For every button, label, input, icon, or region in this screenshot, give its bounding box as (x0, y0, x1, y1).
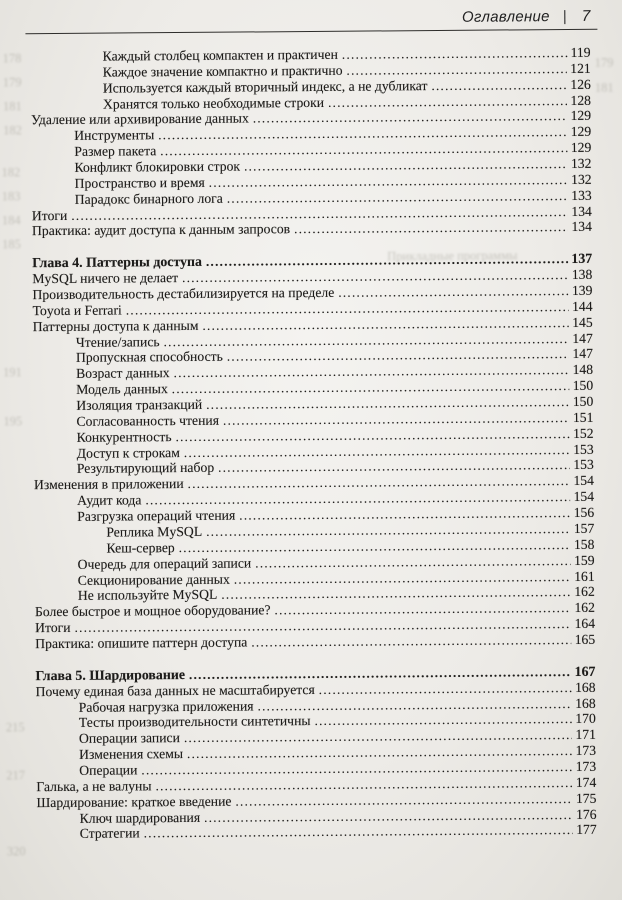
toc-entry-page: 132 (570, 155, 592, 171)
show-through-text: 182 (3, 123, 22, 138)
toc-leader-dots (328, 93, 567, 111)
toc-entry-label: Доступ к строкам (76, 444, 180, 461)
show-through-text: 178 (2, 51, 22, 66)
toc-entry-label: Пропускная способность (75, 349, 223, 366)
toc-entry-label: Чтение/запись (75, 333, 160, 350)
running-head (462, 8, 590, 27)
toc-leader-dots (251, 632, 571, 650)
toc-leader-dots (338, 283, 569, 301)
toc-entry-label: Галька, а не валуны (36, 778, 152, 794)
running-head-page-number: 7 (581, 7, 591, 25)
toc-entry-label: Операции записи (78, 730, 180, 747)
toc-entry-label: Конфликт блокировки строк (74, 158, 241, 175)
toc-entry-page: 177 (576, 822, 597, 838)
header-rule (25, 29, 597, 34)
toc-entry-label: Согласованность чтения (76, 412, 220, 429)
toc-entry-label: Итоги (31, 207, 68, 223)
toc-entry-page: 152 (572, 425, 594, 441)
toc-entry-label: Каждое значение компактно и практично (102, 62, 343, 80)
toc-leader-dots (144, 822, 574, 841)
show-through-text: 181 (2, 99, 22, 114)
toc-entry-label: Аудит кода (77, 492, 142, 509)
toc-entry-label: Изменения в приложении (33, 476, 184, 493)
show-through-text: 184 (1, 213, 21, 228)
toc-entry-label: Каждый столбец компактен и практичен (102, 46, 338, 64)
toc-entry-label: Глава 5. Шардирование (35, 667, 186, 684)
show-through-text: 179 (594, 55, 614, 70)
toc-entry-label: Инструменты (74, 127, 155, 144)
toc-entry-page: 134 (571, 219, 593, 235)
toc-entry-label: Более быстрое и мощное оборудование? (34, 602, 271, 620)
toc-entry-page: 138 (571, 266, 593, 283)
toc-entry-page: 164 (574, 615, 596, 632)
toc-entry-page: 161 (574, 568, 595, 584)
toc-entry-page: 129 (570, 139, 592, 156)
toc-entry-label: Возраст данных (76, 365, 170, 382)
toc-leader-dots (342, 45, 568, 63)
toc-entry-label: Изоляция транзакций (76, 396, 203, 413)
show-through-text: 217 (6, 768, 26, 783)
toc-entry-page: 139 (571, 282, 593, 298)
toc-entry-page: 145 (572, 314, 593, 330)
toc-entry-page: 147 (572, 346, 594, 362)
toc-entry-page: 173 (575, 742, 597, 759)
toc-entry-label: Практика: аудит доступа к данным запросов (31, 221, 291, 239)
toc-entry-label: Ключ шардирования (79, 809, 201, 826)
toc-entry-label: Тесты производительности синтетичны (78, 713, 311, 731)
toc-entry-label: Производительность дестабилизируется на пределе (32, 284, 335, 303)
toc-entry-label: Почему единая база данных не масштабируется (35, 681, 315, 699)
show-through-text: 185 (2, 237, 21, 252)
toc-entry-page: 128 (570, 92, 592, 108)
toc-entry-page: 176 (575, 806, 597, 822)
toc-entry-page: 150 (572, 393, 594, 409)
show-through-text: 215 (5, 720, 25, 735)
toc-leader-dots (431, 77, 567, 94)
show-through-text: 191 (3, 365, 22, 380)
toc-entry-page: 144 (571, 298, 593, 314)
toc-entry-page: 165 (574, 631, 596, 647)
toc-entry-page: 157 (573, 520, 595, 536)
toc-entry-label: Очередь для операций записи (77, 555, 252, 572)
show-through-text: 179 (2, 75, 22, 90)
toc-entry-page: 162 (574, 599, 596, 616)
toc-entry-label: Не используйте MySQL (77, 587, 218, 604)
show-through-text: 195 (3, 414, 23, 429)
toc-entry-label: Toyota и Ferrari (32, 302, 122, 319)
toc-entry-page: 167 (574, 664, 596, 680)
toc-entry-label: Разгрузка операций чтения (77, 507, 236, 524)
toc-entry-page: 162 (574, 584, 595, 600)
toc-entry-page: 153 (573, 441, 594, 457)
toc-entry-label: Изменения схемы (79, 746, 184, 762)
toc-entry-page: 119 (570, 44, 591, 60)
toc-entry (37, 822, 597, 842)
toc-entry-label: Секционирование данных (77, 571, 230, 588)
toc-entry-page: 153 (573, 457, 594, 473)
toc-list (31, 45, 597, 843)
toc-entry-label: Размер пакета (74, 143, 157, 160)
show-through-text: 181 (594, 80, 614, 95)
toc-entry-page: 174 (575, 774, 597, 790)
toc-entry-label: Реплика MySQL (106, 523, 203, 540)
toc-entry-label: Удаление или архивирование данных (31, 110, 249, 128)
toc-entry-label: Глава 4. Паттерны доступа (32, 255, 203, 272)
show-through-text: 182 (1, 165, 21, 180)
toc-entry-page: 171 (575, 727, 597, 743)
toc-leader-dots (294, 219, 568, 237)
toc-entry-label: Кеш-сервер (106, 539, 175, 556)
toc-entry-page: 137 (571, 252, 593, 268)
toc-entry-page: 134 (571, 203, 592, 219)
toc-entry-page: 175 (575, 790, 597, 806)
toc-entry-page: 173 (575, 758, 597, 774)
toc-entry-label: Итоги (35, 619, 71, 636)
toc-entry (32, 219, 592, 239)
toc-entry-label: Пространство и время (74, 174, 205, 191)
toc-entry-label: Практика: опишите паттерн доступа (35, 634, 248, 652)
toc-entry-page: 121 (570, 60, 591, 76)
toc-entry-page: 151 (572, 409, 594, 425)
toc-entry-page: 156 (573, 504, 595, 521)
toc-entry-page: 147 (572, 330, 593, 346)
toc-entry-label: Стратегии (79, 825, 140, 842)
toc-entry-page: 132 (570, 171, 592, 187)
show-through-text: Прикладные программы (387, 248, 518, 264)
toc-entry-page: 150 (572, 377, 594, 394)
toc-entry-page: 168 (575, 695, 596, 711)
toc-entry-label: Операции (79, 762, 138, 778)
toc-entry-label: Хранятся только необходимые строки (102, 94, 325, 112)
toc-entry-label: Паттерны доступа к данным (32, 317, 199, 334)
toc-entry-page: 129 (570, 124, 592, 140)
toc-leader-dots (346, 61, 567, 79)
toc-entry-page: 133 (571, 187, 592, 203)
toc-entry-page: 158 (573, 536, 595, 552)
toc-entry-label: Модель данных (76, 381, 168, 398)
toc-entry-label: Результирующий набор (76, 460, 215, 477)
toc-entry-label: Шардирование: краткое введение (36, 793, 232, 810)
header-separator: | (562, 7, 567, 26)
toc-entry-label: Парадокс бинарного лога (74, 190, 223, 207)
toc-entry (35, 632, 595, 652)
show-through-text: 320 (6, 844, 26, 859)
toc-entry-page: 168 (574, 679, 596, 695)
toc-entry-label: Используется каждый вторичный индекс, а не дубликат (102, 77, 428, 96)
toc-entry-page: 148 (572, 362, 594, 378)
toc-entry-label: Рабочая нагрузка приложения (78, 697, 254, 715)
running-head-title: Оглавление (461, 8, 550, 26)
toc-entry-page: 170 (575, 711, 596, 727)
toc-entry-label: MySQL ничего не делает (32, 270, 179, 287)
toc-entry-label: Конкурентность (76, 428, 172, 445)
toc-entry-page: 154 (573, 488, 595, 505)
toc-entry-page: 129 (570, 108, 592, 124)
toc-entry-page: 126 (570, 76, 591, 92)
toc-entry-page: 159 (573, 552, 595, 568)
toc-entry-page: 154 (573, 473, 595, 489)
show-through-text: 183 (1, 189, 21, 204)
